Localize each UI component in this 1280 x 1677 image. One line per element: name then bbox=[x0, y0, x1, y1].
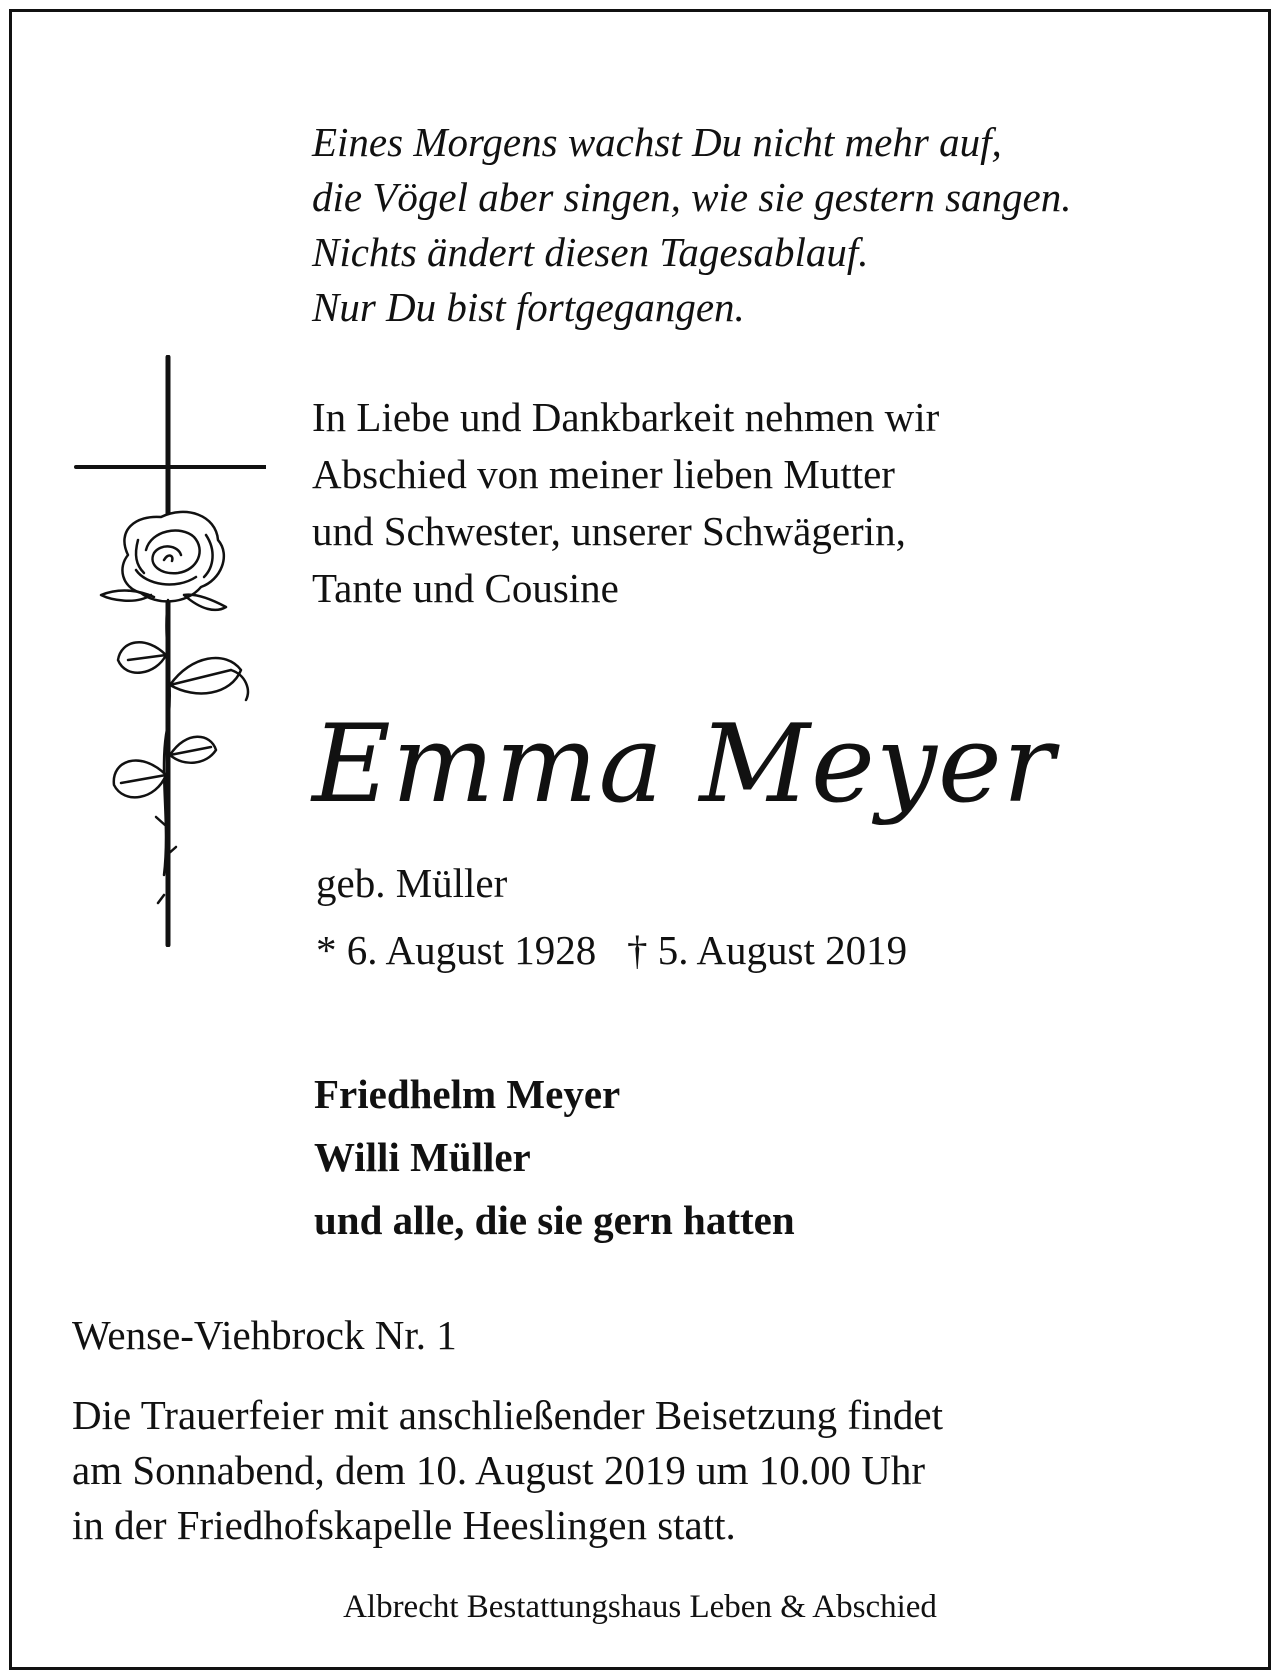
poem-line: die Vögel aber singen, wie sie gestern sangen. bbox=[312, 174, 1072, 220]
poem-line: Nur Du bist fortgegangen. bbox=[312, 284, 745, 330]
funeral-home-credit: Albrecht Bestattungshaus Leben & Abschied bbox=[343, 1589, 937, 1625]
service-line: Die Trauerfeier mit anschließender Beisetzung findet bbox=[72, 1392, 943, 1438]
mourners bbox=[314, 1063, 795, 1252]
service-line: am Sonnabend, dem 10. August 2019 um 10.00 Uhr bbox=[72, 1447, 925, 1493]
maiden-name: geb. Müller bbox=[316, 860, 508, 906]
poem-line: Eines Morgens wachst Du nicht mehr auf, bbox=[312, 119, 1002, 165]
poem-line: Nichts ändert diesen Tagesablauf. bbox=[312, 229, 869, 275]
intro-line: Tante und Cousine bbox=[312, 565, 619, 611]
intro-line: und Schwester, unserer Schwägerin, bbox=[312, 508, 906, 554]
life-dates bbox=[316, 925, 907, 975]
intro-text bbox=[312, 389, 939, 617]
death-date: † 5. August 2019 bbox=[626, 927, 908, 973]
intro-line: In Liebe und Dankbarkeit nehmen wir bbox=[312, 394, 940, 440]
cross-with-rose-icon bbox=[66, 355, 266, 947]
mourner-line: Willi Müller bbox=[314, 1134, 531, 1180]
service-info bbox=[72, 1388, 943, 1553]
deceased-name: Emma Meyer bbox=[312, 702, 1056, 827]
mourner-line: und alle, die sie gern hatten bbox=[314, 1197, 795, 1243]
birth-date: * 6. August 1928 bbox=[316, 927, 597, 973]
mourner-line: Friedhelm Meyer bbox=[314, 1071, 621, 1117]
poem bbox=[312, 115, 1072, 335]
intro-line: Abschied von meiner lieben Mutter bbox=[312, 451, 895, 497]
address: Wense-Viehbrock Nr. 1 bbox=[72, 1312, 457, 1358]
service-line: in der Friedhofskapelle Heeslingen statt. bbox=[72, 1502, 736, 1548]
